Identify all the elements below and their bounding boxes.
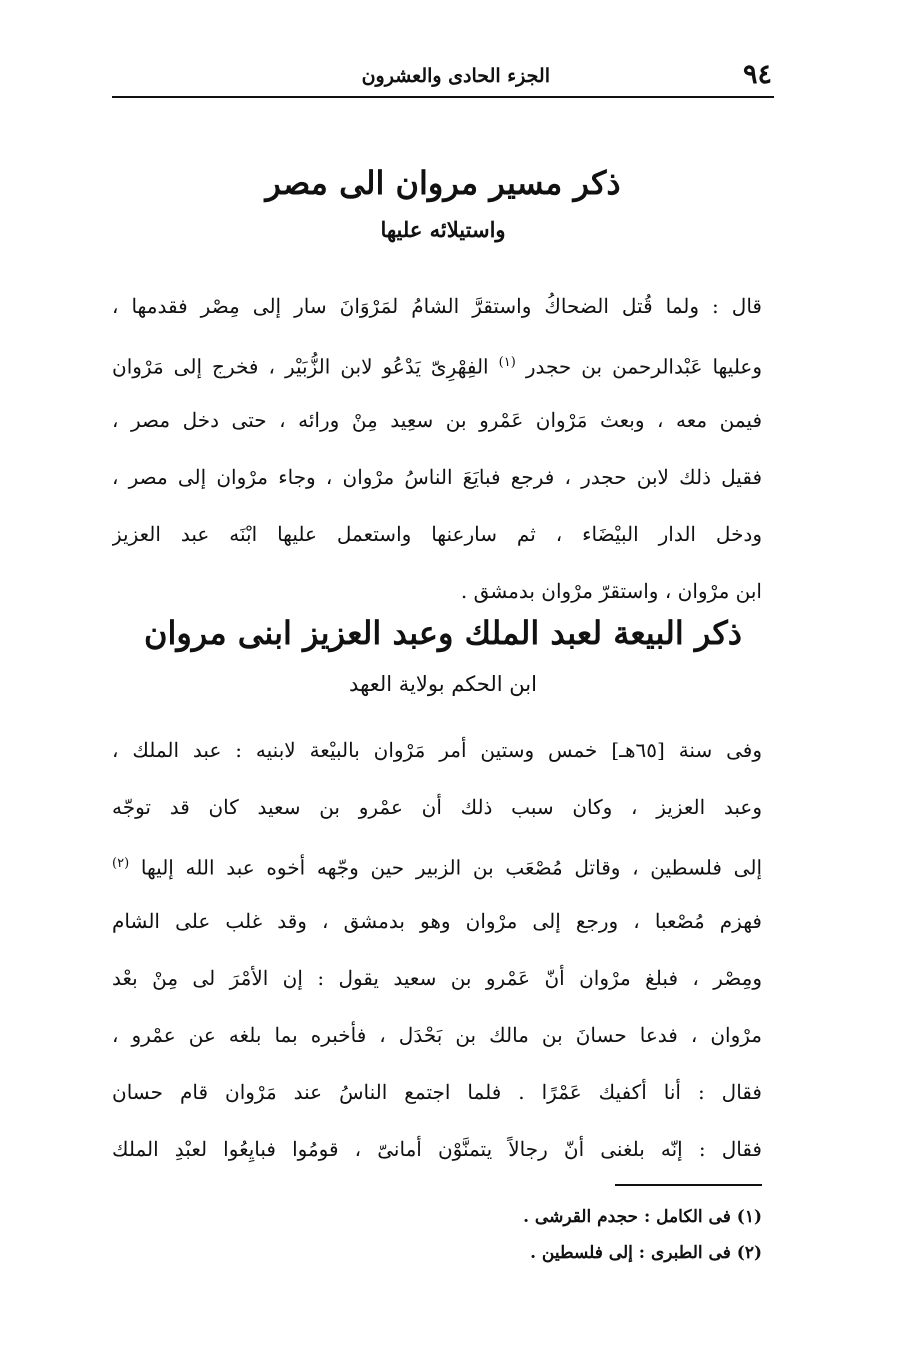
footnote-ref-1: (١) <box>498 355 516 370</box>
text-line: وفى سنة [٦٥هـ] خمس وستين أمر مَرْوان بالبيْعة لابنيه : عبد الملك ، <box>112 738 762 762</box>
text-line: ابن مرْوان ، واستقرّ مرْوان بدمشق . <box>460 579 762 603</box>
section-1-title: ذكر مسير مروان الى مصر <box>265 164 621 202</box>
footnote-2: (٢) فى الطبرى : إلى فلسطين . <box>530 1243 762 1263</box>
section-2-title: ذكر البيعة لعبد الملك وعبد العزيز ابنى مروان <box>143 614 743 652</box>
header-rule <box>112 96 774 98</box>
footnote-rule <box>615 1184 762 1186</box>
running-header-title: الجزء الحادى والعشرون <box>361 65 550 87</box>
footnotes <box>342 1200 762 1272</box>
text-line-part: وعليها عَبْدالرحمن بن حجدر <box>525 354 762 379</box>
text-line <box>112 343 762 400</box>
text-line: فيمن معه ، وبعث مَرْوان عَمْرو بن سعِيد مِنْ ورائه ، حتى دخل مصر ، <box>112 408 762 432</box>
text-line: ومِصْر ، فبلغ مرْوان أنّ عَمْرو بن سعيد يقول : إن الأمْرَ لى مِنْ بعْد <box>112 966 762 990</box>
footnote-1: (١) فى الكامل : حجدم القرشى . <box>523 1207 762 1227</box>
text-line: فهزم مُصْعبا ، ورجع إلى مرْوان وهو بدمشق ، وقد غلب على الشام <box>112 909 762 933</box>
text-line: ودخل الدار البيْضَاء ، ثم سارعنها واستعمل عليها ابْنَه عبد العزيز <box>112 522 762 546</box>
text-line-part: الفِهْرِىّ يَدْعُو لابن الزُّبَيْر ، فخرج إلى مَرْوان <box>112 354 489 379</box>
section-1-subtitle: واستيلائه عليها <box>380 217 506 242</box>
text-line: مرْوان ، فدعا حسانَ بن مالك بن بَحْدَل ، فأخبره بما بلغه عن عمْرو ، <box>112 1023 762 1047</box>
running-header <box>112 58 772 94</box>
section-2-paragraph <box>112 730 762 1186</box>
text-line: قال : ولما قُتل الضحاكُ واستقرَّ الشامُ لمَرْوَانَ سار إلى مِصْر فقدمها ، <box>112 294 762 318</box>
section-2-subtitle: ابن الحكم بولاية العهد <box>349 672 537 696</box>
text-line <box>112 844 762 901</box>
text-line: فقيل ذلك لابن حجدر ، فرجع فبايَعَ الناسُ مرْوان ، وجاء مرْوان إلى مصر ، <box>112 465 762 489</box>
text-line: فقال : إنّه بلغنى أنّ رجالاً يتمنَّوْن أمانىّ ، قومُوا فبايِعُوا لعبْدِ الملك <box>112 1137 762 1161</box>
text-line-part: إلى فلسطين ، وقاتل مُصْعَب بن الزبير حين وجّهه أخوه عبد الله إليها <box>140 855 762 880</box>
page-number: ٩٤ <box>742 59 772 90</box>
footnote-ref-2: (٢) <box>112 856 130 871</box>
section-1-paragraph <box>112 286 762 628</box>
text-line: وعبد العزيز ، وكان سبب ذلك أن عمْرو بن سعيد كان قد توجّه <box>112 795 762 819</box>
text-line: فقال : أنا أكفيك عَمْرًا . فلما اجتمع الناسُ عند مَرْوان قام حسان <box>112 1080 762 1104</box>
